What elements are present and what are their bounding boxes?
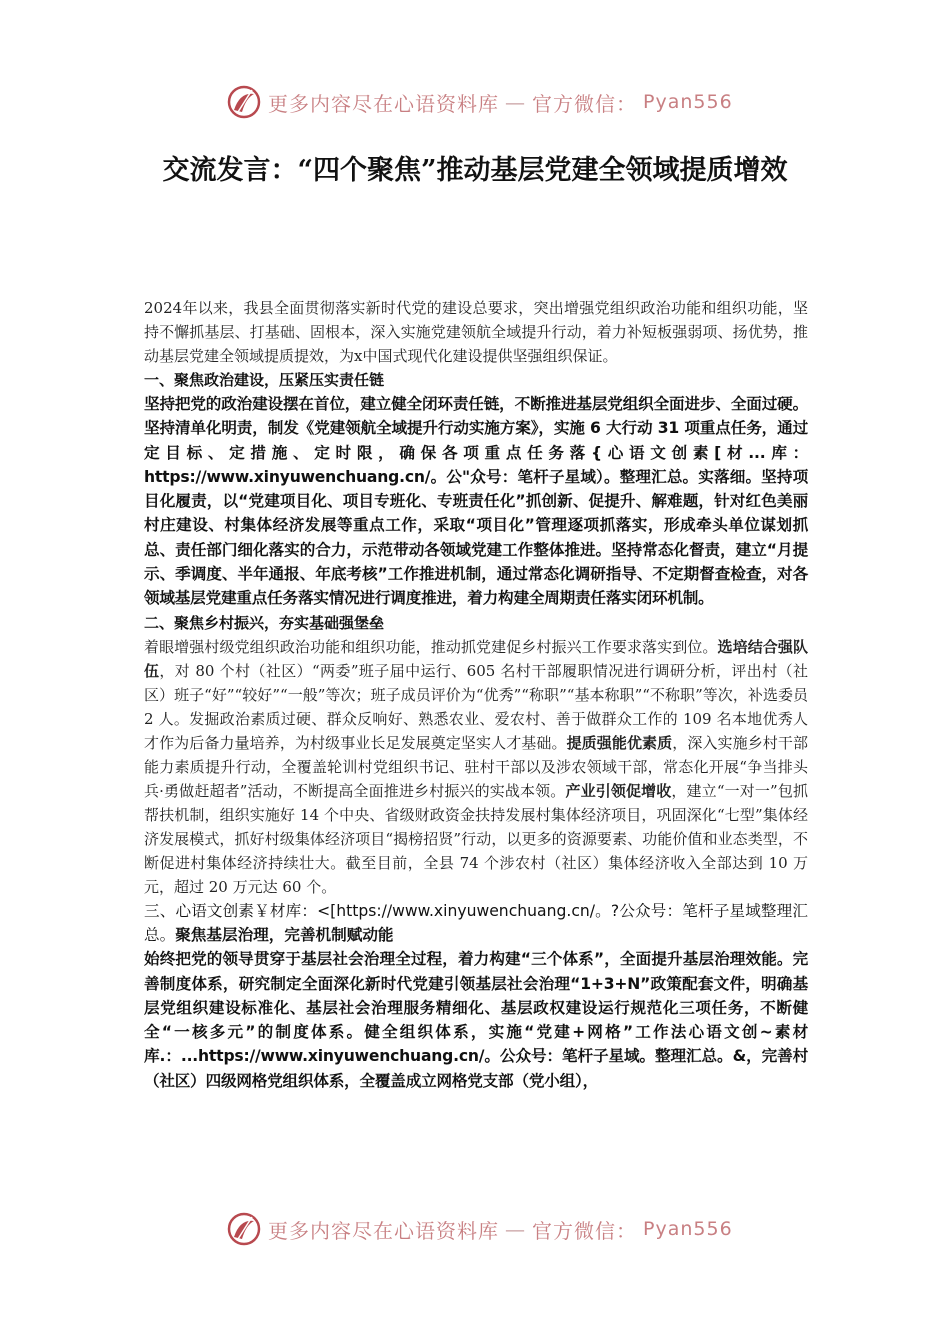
watermark-wechat-id: Pyan556 [643,91,733,113]
watermark-separator: — [505,1217,526,1241]
watermark-separator: — [505,90,526,114]
section-2-keyword-2: 提质强能优素质 [566,733,673,752]
watermark-text: 更多内容尽在心语资料库 [268,91,499,116]
brand-logo-icon [226,84,262,120]
section-2-heading: 二、聚焦乡村振兴，夯实基础强堡垒 [144,613,385,632]
section-3-heading [144,899,808,948]
watermark-footer [226,1209,733,1249]
watermark-header [226,82,733,122]
document-body [144,296,808,1093]
section-2-text-1: ，对 80 个村（社区）“两委”班子届中运行、605 名村干部履职情况进行调研分析，评出村（社区）班子“好”“较好”“一般”等次；班子成员评价为“优秀”“称职”“基本称职”“不称职”等次，补选委员 2 人。发掘政治素质过硬、群众反响好、熟悉农业、爱农村、善于做群众工作的 109 名本地优秀人才作为后备力量培养，为村级事业长足发展奠定坚实人才基础。 [144,661,808,752]
watermark-wechat-id: Pyan556 [643,1218,733,1240]
section-1-heading: 一、聚焦政治建设，压紧压实责任链 [144,371,385,389]
section-1-body: 坚持把党的政治建设摆在首位，建立健全闭环责任链，不断推进基层党组织全面进步、全面过硬。坚持清单化明责，制发《党建领航全域提升行动实施方案》，实施 6 大行动 31 项重点任务，通过定目标、定措施、定时限，确保各项重点任务落{心语文创素[材...库：https://www.xinyuwenchuang.cn/。公"众号：笔杆子星域）。整理汇总。实落细。坚持项目化履责，以“党建项目化、项目专班化、专班责任化”抓创新、促提升、解难题，针对红色美丽村庄建设、村集体经济发展等重点工作，采取“项目化”管理逐项抓落实，形成牵头单位谋划抓总、责任部门细化落实的合力，示范带动各领域党建工作整体推进。坚持常态化督责，建立“月提示、季调度、半年通报、年底考核”工作推进机制，通过常态化调研指导、不定期督查检查，对各领域基层党建重点任务落实情况进行调度推进，着力构建全周期责任落实闭环机制。 [144,395,808,608]
brand-logo-icon [226,1211,262,1247]
section-2-body [144,635,808,899]
watermark-text: 更多内容尽在心语资料库 [268,1218,499,1243]
page-title: 交流发言：“四个聚焦”推动基层党建全领域提质增效 [162,155,788,186]
section-2-keyword-3: 产业引领促增收 [565,781,672,800]
section-2-lead: 着眼增强村级党组织政治功能和组织功能，推动抓党建促乡村振兴工作要求落实到位。 [144,637,718,656]
section-3-heading-prefix: 三、心语文创素￥材库：<[https://www.xinyuwenchuang.cn/。?公众号：笔杆子星域整理汇总。 [144,901,808,944]
watermark-suffix: 官方微信： [532,91,637,116]
section-3-heading-title: 聚焦基层治理，完善机制赋动能 [175,925,394,944]
watermark-suffix: 官方微信： [532,1218,637,1243]
section-2-text-2: ，深入实施乡村干部能力素质提升行动，全覆盖轮训村党组织书记、驻村干部以及涉农领域干部，常态化开展“争当排头兵·勇做赶超者”活动，不断提高全面推进乡村振兴的实战本领。 [144,733,808,800]
section-2-text-3: ，建立“一对一”包抓帮扶机制，组织实施好 14 个中央、省级财政资金扶持发展村集体经济项目，巩固深化“七型”集体经济发展模式，抓好村级集体经济项目“揭榜招贤”行动，以更多的资源要素、功能价值和业态类型，不断促进村集体经济持续壮大。截至目前，全县 74 个涉农村（社区）集体经济收入全部达到 10 万元，超过 20 万元达 60 个。 [144,781,808,896]
intro-paragraph: 2024年以来，我县全面贯彻落实新时代党的建设总要求，突出增强党组织政治功能和组织功能，坚持不懈抓基层、打基础、固根本，深入实施党建领航全域提升行动，着力补短板强弱项、扬优势，推动基层党建全领域提质提效，为x中国式现代化建设提供坚强组织保证。 [144,299,808,365]
section-2-keyword-1: 选培结合强队伍 [144,637,808,680]
section-3-body: 始终把党的领导贯穿于基层社会治理全过程，着力构建“三个体系”，全面提升基层治理效能。完善制度体系，研究制定全面深化新时代党建引领基层社会治理“1+3+N”政策配套文件，明确基层党组织建设标准化、基层社会治理服务精细化、基层政权建设运行规范化三项任务，不断健全“一核多元”的制度体系。健全组织体系，实施“党建+网格”工作法心语文创~素材库.：...https://www.xinyuwenchuang.cn/。公众号：笔杆子星域。整理汇总。&，完善村（社区）四级网格党组织体系，全覆盖成立网格党支部（党小组）， [144,950,808,1090]
